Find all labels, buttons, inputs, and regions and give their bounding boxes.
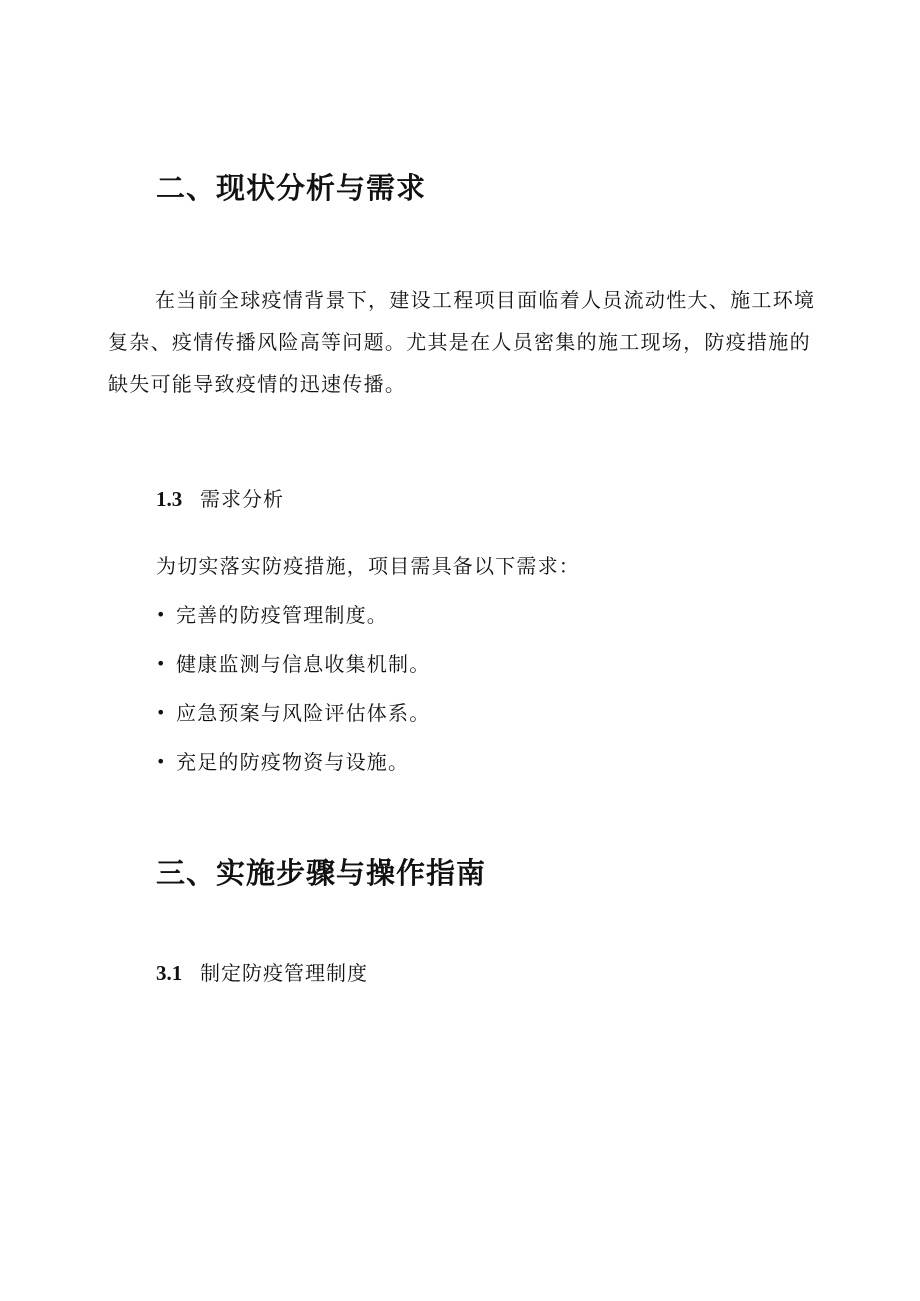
list-item-text: 健康监测与信息收集机制。 <box>176 652 431 676</box>
list-item <box>156 649 430 698</box>
requirements-lead: 为切实落实防疫措施，项目需具备以下需求： <box>156 554 580 578</box>
subsection-number: 1.3 <box>156 487 183 511</box>
subsection-title: 需求分析 <box>200 487 284 511</box>
subsection-3-1-heading <box>156 958 368 988</box>
bullet-icon: • <box>156 703 167 722</box>
bullet-icon: • <box>156 605 167 624</box>
section-2-heading: 二、现状分析与需求 <box>156 171 427 205</box>
list-item <box>156 747 430 796</box>
list-item-text: 充足的防疫物资与设施。 <box>176 750 410 774</box>
requirements-list <box>156 600 430 796</box>
list-item-text: 应急预案与风险评估体系。 <box>176 701 431 725</box>
subsection-number: 3.1 <box>156 961 183 985</box>
section-3-heading: 三、实施步骤与操作指南 <box>156 856 487 890</box>
list-item <box>156 600 430 649</box>
list-item <box>156 698 430 747</box>
section-2-paragraph: 在当前全球疫情背景下，建设工程项目面临着人员流动性大、施工环境复杂、疫情传播风险高等问题。尤其是在人员密集的施工现场，防疫措施的缺失可能导致疫情的迅速传播。 <box>108 288 816 396</box>
bullet-icon: • <box>156 654 167 673</box>
bullet-icon: • <box>156 752 167 771</box>
list-item-text: 完善的防疫管理制度。 <box>176 603 388 627</box>
subsection-1-3-heading <box>156 484 284 514</box>
subsection-title: 制定防疫管理制度 <box>200 961 368 985</box>
